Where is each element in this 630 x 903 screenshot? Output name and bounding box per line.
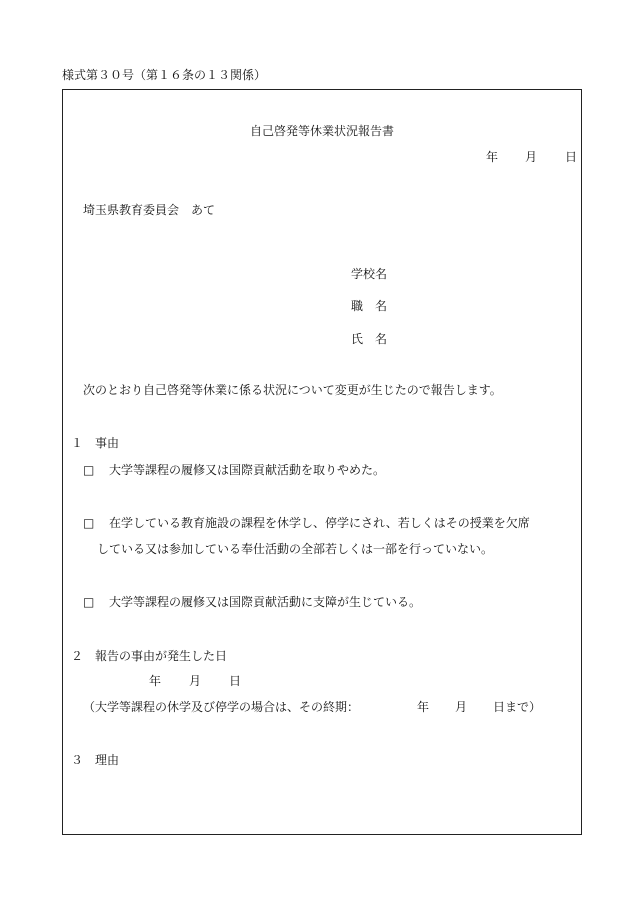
option1-text: 大学等課程の履修又は国際貢献活動を取りやめた。: [109, 463, 386, 477]
option2-text-line1: 在学している教育施設の課程を休学し、停学にされ、若しくはその授業を欠席: [109, 516, 530, 530]
suspension-note-prefix: （大学等課程の休学及び停学の場合は、その終期：: [83, 700, 360, 714]
report-date-month: 月: [525, 150, 538, 164]
name-label: 氏 名: [351, 332, 388, 346]
section1-heading: １ 事由: [71, 436, 120, 450]
option1-checkbox[interactable]: □: [83, 463, 95, 477]
occurrence-date-day: 日: [229, 674, 242, 688]
option2-text-line2: している又は参加している奉仕活動の全部若しくは一部を行っていない。: [97, 542, 494, 556]
suspension-end-month: 月: [455, 700, 468, 714]
form-title: 自己啓発等休業状況報告書: [249, 124, 394, 138]
intro-statement: 次のとおり自己啓発等休業に係る状況について変更が生じたので報告します。: [83, 383, 502, 397]
occurrence-date-month: 月: [189, 674, 202, 688]
option3-text: 大学等課程の履修又は国際貢献活動に支障が生じている。: [109, 595, 422, 609]
option2-checkbox[interactable]: □: [83, 516, 95, 530]
form-frame: [62, 89, 582, 835]
section3-heading: ３ 理由: [71, 753, 120, 767]
school-name-label: 学校名: [351, 267, 388, 281]
report-date-year: 年: [486, 150, 499, 164]
form-number-label: 様式第３０号（第１６条の１３関係）: [62, 68, 267, 82]
suspension-end-day-suffix: 日まで）: [493, 700, 542, 714]
report-date-day: 日: [565, 150, 578, 164]
suspension-end-year: 年: [417, 700, 430, 714]
option3-checkbox[interactable]: □: [83, 595, 95, 609]
section2-heading: ２ 報告の事由が発生した日: [71, 649, 228, 663]
position-label: 職 名: [351, 299, 388, 313]
occurrence-date-year: 年: [149, 674, 162, 688]
addressee: 埼玉県教育委員会 あて: [83, 203, 216, 217]
